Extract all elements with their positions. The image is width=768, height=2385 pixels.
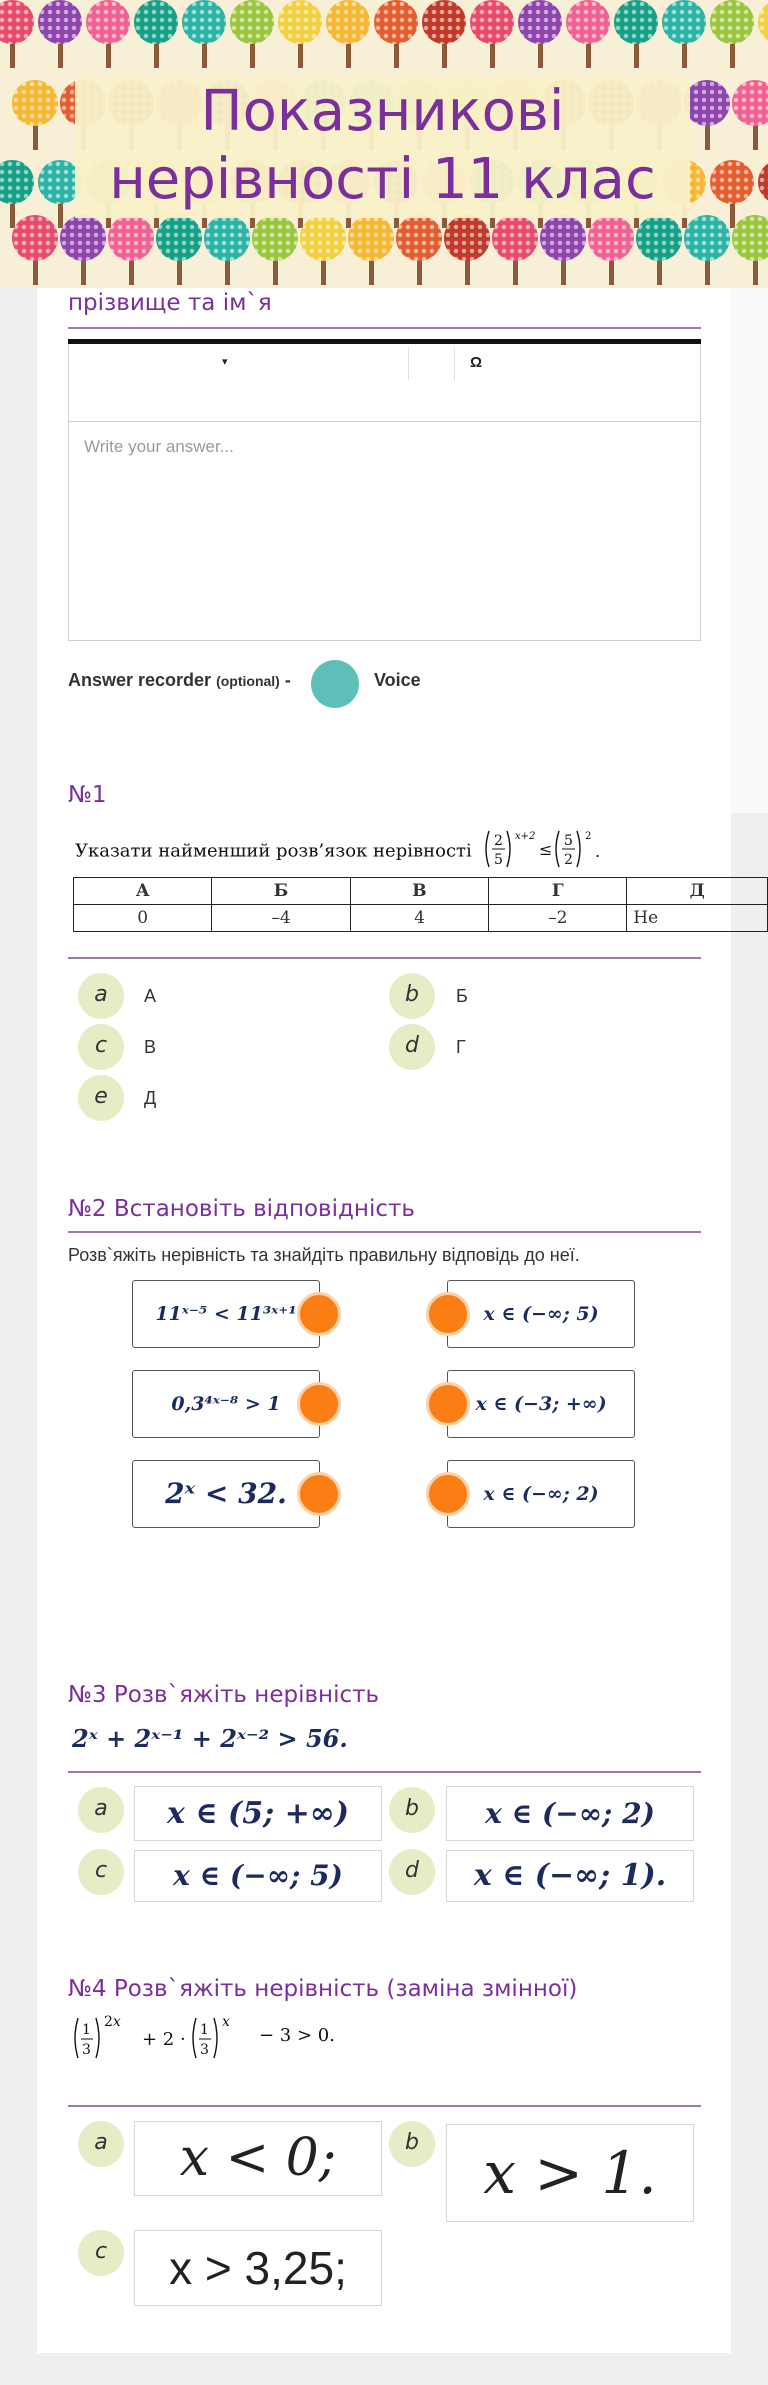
option-c-answer[interactable]: x ∈ (−∞; 5): [134, 1850, 382, 1902]
tree-decoration: [38, 0, 82, 70]
tree-crown: [758, 160, 768, 204]
tree-crown: [252, 215, 298, 261]
tree-crown: [710, 160, 754, 204]
svg-text:.: .: [595, 842, 601, 861]
svg-text:1: 1: [200, 2022, 209, 2038]
toolbar-divider: [68, 421, 701, 422]
svg-text:2: 2: [494, 833, 504, 849]
option-e-badge[interactable]: e: [78, 1075, 124, 1121]
question-4-expression-tail: − 3 > 0.: [259, 2025, 335, 2046]
tree-decoration: [108, 215, 154, 287]
option-d-badge[interactable]: d: [389, 1849, 435, 1895]
svg-text:2: 2: [564, 852, 574, 868]
svg-text:5: 5: [564, 833, 574, 849]
tree-decoration: [278, 0, 322, 70]
tree-decoration: [422, 0, 466, 70]
option-d-badge[interactable]: d: [389, 1024, 435, 1070]
tree-crown: [732, 215, 768, 261]
tree-decoration: [348, 215, 394, 287]
tree-decoration: [684, 215, 730, 287]
tree-crown: [662, 0, 706, 44]
tree-crown: [156, 215, 202, 261]
tree-decoration: [182, 0, 226, 70]
tree-decoration: [444, 215, 490, 287]
divider: [68, 1231, 701, 1233]
tree-crown: [758, 0, 768, 44]
inequality-formula: [483, 827, 613, 871]
tree-decoration: [300, 215, 346, 287]
tree-decoration: [60, 215, 106, 287]
toolbar-separator: [454, 347, 455, 380]
recorder-dash: -: [284, 670, 291, 690]
match-right-item[interactable]: x ∈ (−∞; 5): [447, 1280, 635, 1348]
tree-decoration: [12, 215, 58, 287]
table-cell: –2: [489, 905, 627, 932]
tree-decoration: [662, 0, 706, 70]
option-d-label[interactable]: Г: [456, 1037, 466, 1057]
special-character-button[interactable]: Ω: [470, 354, 483, 371]
page-title-line1: Показникові: [200, 79, 565, 144]
tree-crown: [636, 215, 682, 261]
svg-text:3: 3: [200, 2042, 209, 2058]
option-b-badge[interactable]: b: [389, 1787, 435, 1833]
tree-crown: [588, 215, 634, 261]
tree-decoration: [492, 215, 538, 287]
tree-decoration: [758, 0, 768, 70]
match-connector-dot[interactable]: [297, 1292, 341, 1336]
tree-decoration: [396, 215, 442, 287]
tree-crown: [470, 0, 514, 44]
tree-decoration: [588, 215, 634, 287]
question-4-title: №4 Розв`яжіть нерівність (заміна змінної): [68, 1976, 578, 2002]
question-2-title: №2 Встановіть відповідність: [68, 1196, 415, 1222]
question-3-expression: 2ˣ + 2ˣ⁻¹ + 2ˣ⁻² > 56.: [72, 1724, 348, 1753]
tree-decoration: [540, 215, 586, 287]
tree-crown: [518, 0, 562, 44]
match-left-item[interactable]: 11ˣ⁻⁵ < 11³ˣ⁺¹: [132, 1280, 320, 1348]
tree-decoration: [156, 215, 202, 287]
page-title-line2: нерівності 11 клас: [109, 147, 656, 212]
name-field-label: прізвище та ім`я: [68, 290, 272, 316]
tree-crown: [0, 0, 34, 44]
tree-crown: [732, 80, 768, 126]
answer-recorder-label: [68, 670, 291, 691]
tree-decoration: [732, 80, 768, 152]
tree-crown: [422, 0, 466, 44]
voice-label: Voice: [374, 670, 421, 690]
svg-text:x+2: x+2: [515, 831, 536, 842]
table-cell: Не: [627, 905, 768, 932]
option-e-label[interactable]: Д: [144, 1088, 157, 1108]
table-header-cell: Д: [627, 878, 768, 905]
divider: [68, 957, 701, 959]
question-2-instruction: Розв`яжіть нерівність та знайдіть правильну відповідь до неї.: [68, 1245, 580, 1265]
table-cell: 0: [74, 905, 212, 932]
tree-crown: [492, 215, 538, 261]
tree-crown: [300, 215, 346, 261]
svg-text:+ 2 ·: + 2 ·: [142, 2029, 186, 2050]
tree-decoration: [614, 0, 658, 70]
table-header-cell: Б: [212, 878, 350, 905]
match-left-item[interactable]: 2ˣ < 32.: [132, 1460, 320, 1528]
option-c-answer[interactable]: x > 3,25;: [134, 2230, 382, 2306]
match-right-item[interactable]: x ∈ (−∞; 2): [447, 1460, 635, 1528]
tree-crown: [12, 80, 58, 126]
tree-decoration: [252, 215, 298, 287]
toolbar-separator: [408, 347, 409, 380]
tree-crown: [684, 80, 730, 126]
tree-decoration: [374, 0, 418, 70]
table-cell: 4: [350, 905, 488, 932]
tree-decoration: [230, 0, 274, 70]
option-c-label[interactable]: В: [144, 1037, 157, 1057]
question-3-title: №3 Розв`яжіть нерівність: [68, 1682, 380, 1708]
tree-crown: [108, 215, 154, 261]
match-connector-dot[interactable]: [426, 1382, 470, 1426]
option-b-badge[interactable]: b: [389, 2121, 435, 2167]
question-1-title: №1: [68, 782, 107, 808]
tree-decoration: [518, 0, 562, 70]
match-left-item[interactable]: 0,3⁴ˣ⁻⁸ > 1: [132, 1370, 320, 1438]
option-c-badge[interactable]: c: [78, 2230, 124, 2276]
tree-crown: [396, 215, 442, 261]
match-connector-dot[interactable]: [426, 1292, 470, 1336]
side-strip: [731, 288, 768, 813]
tree-crown: [444, 215, 490, 261]
tree-crown: [374, 0, 418, 44]
divider: [68, 2105, 701, 2107]
question-1-prompt: [75, 827, 613, 876]
tree-crown: [614, 0, 658, 44]
tree-decoration: [636, 215, 682, 287]
table-cell: –4: [212, 905, 350, 932]
tree-decoration: [326, 0, 370, 70]
tree-decoration: [710, 0, 754, 70]
option-a-badge[interactable]: a: [78, 973, 124, 1019]
tree-crown: [566, 0, 610, 44]
option-a-label[interactable]: А: [144, 986, 157, 1006]
tree-crown: [540, 215, 586, 261]
font-dropdown-arrow-icon[interactable]: ▾: [222, 356, 228, 368]
tree-decoration: [566, 0, 610, 70]
option-a-answer[interactable]: x < 0;: [134, 2121, 382, 2196]
answer-editor[interactable]: [68, 339, 701, 641]
tree-crown: [86, 0, 130, 44]
option-b-badge[interactable]: b: [389, 973, 435, 1019]
svg-text:x: x: [222, 2014, 230, 2030]
tree-crown: [710, 0, 754, 44]
tree-decoration: [684, 80, 730, 152]
option-b-answer[interactable]: x > 1.: [446, 2124, 694, 2222]
option-c-badge[interactable]: c: [78, 1024, 124, 1070]
question-1-inequality: [483, 827, 613, 876]
option-a-answer[interactable]: x ∈ (5; +∞): [134, 1786, 382, 1841]
option-a-badge[interactable]: a: [78, 2121, 124, 2167]
tree-crown: [182, 0, 226, 44]
tree-crown: [278, 0, 322, 44]
match-connector-dot[interactable]: [297, 1382, 341, 1426]
tree-decoration: [86, 0, 130, 70]
tree-crown: [684, 215, 730, 261]
option-a-badge[interactable]: a: [78, 1787, 124, 1833]
tree-crown: [326, 0, 370, 44]
tree-decoration: [732, 215, 768, 287]
tree-decoration: [470, 0, 514, 70]
option-d-answer[interactable]: x ∈ (−∞; 1).: [446, 1850, 694, 1902]
svg-text:2x: 2x: [104, 2014, 121, 2030]
tree-crown: [12, 215, 58, 261]
svg-text:≤: ≤: [539, 840, 553, 859]
tree-crown: [348, 215, 394, 261]
match-connector-dot[interactable]: [426, 1472, 470, 1516]
divider: [68, 327, 701, 329]
tree-crown: [134, 0, 178, 44]
recorder-optional-text: (optional): [216, 673, 280, 689]
tree-decoration: [12, 80, 58, 152]
table-header-cell: В: [350, 878, 488, 905]
tree-crown: [60, 215, 106, 261]
page-title: [75, 78, 690, 214]
tree-crown: [38, 0, 82, 44]
tree-decoration: [134, 0, 178, 70]
match-right-item[interactable]: x ∈ (−3; +∞): [447, 1370, 635, 1438]
editor-top-border: [68, 339, 701, 344]
svg-text:2: 2: [585, 831, 592, 842]
option-b-answer[interactable]: x ∈ (−∞; 2): [446, 1786, 694, 1841]
svg-text:1: 1: [82, 2022, 91, 2038]
tree-decoration: [0, 0, 34, 70]
option-c-badge[interactable]: c: [78, 1849, 124, 1895]
option-b-label[interactable]: Б: [456, 986, 468, 1006]
question-1-prompt-text: Указати найменший розв’язок нерівності: [75, 840, 472, 862]
tree-decoration: [204, 215, 250, 287]
table-header-cell: А: [74, 878, 212, 905]
tree-crown: [204, 215, 250, 261]
match-connector-dot[interactable]: [297, 1472, 341, 1516]
table-header-cell: Г: [489, 878, 627, 905]
recorder-label-text: Answer recorder: [68, 670, 212, 690]
svg-text:3: 3: [82, 2042, 91, 2058]
answer-textarea[interactable]: Write your answer...: [84, 437, 234, 456]
record-button[interactable]: [311, 660, 359, 708]
divider: [68, 1771, 701, 1773]
svg-text:5: 5: [494, 852, 504, 868]
tree-crown: [230, 0, 274, 44]
tree-crown: [0, 160, 34, 204]
